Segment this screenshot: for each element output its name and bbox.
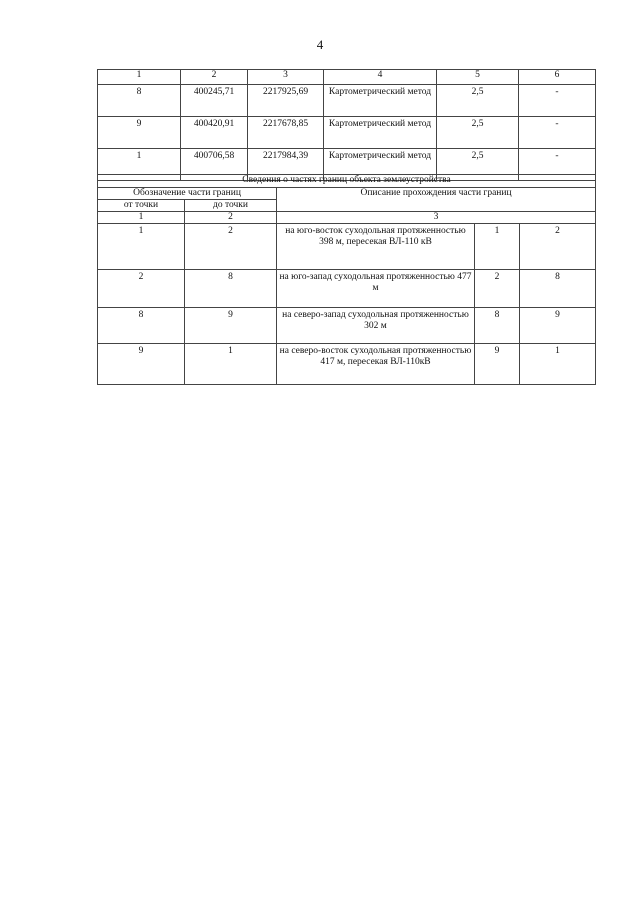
coordinate-y: 2217984,39 bbox=[248, 149, 324, 181]
table-row bbox=[98, 308, 596, 344]
to-point: 2 bbox=[185, 224, 277, 270]
coordinates-table bbox=[97, 69, 596, 181]
group-header-description: Описание прохождения части границ bbox=[277, 188, 596, 212]
method: Картометрический метод bbox=[324, 149, 437, 181]
coordinate-x: 400245,71 bbox=[181, 85, 248, 117]
coordinate-y: 2217678,85 bbox=[248, 117, 324, 149]
sub-header-from: от точки bbox=[98, 200, 185, 212]
group-header-row bbox=[98, 188, 596, 200]
table-row bbox=[98, 270, 596, 308]
segment-start: 1 bbox=[475, 224, 520, 270]
section-title: Сведения о частях границ объекта землеустройства bbox=[98, 175, 596, 188]
coordinate-x: 400706,58 bbox=[181, 149, 248, 181]
segment-end: 1 bbox=[520, 344, 596, 385]
column-number: 4 bbox=[324, 70, 437, 85]
segment-description: на северо-восток суходольная протяженностью 417 м, пересекая ВЛ-110кВ bbox=[277, 344, 475, 385]
to-point: 1 bbox=[185, 344, 277, 385]
border-parts-table bbox=[97, 174, 596, 385]
table-row bbox=[98, 344, 596, 385]
accuracy: 2,5 bbox=[437, 117, 519, 149]
table-row bbox=[98, 85, 596, 117]
extra-value: - bbox=[519, 117, 596, 149]
column-number: 5 bbox=[437, 70, 519, 85]
segment-description: на северо-запад суходольная протяженностью 302 м bbox=[277, 308, 475, 344]
method: Картометрический метод bbox=[324, 117, 437, 149]
group-header-designation: Обозначение части границ bbox=[98, 188, 277, 200]
column-number: 2 bbox=[181, 70, 248, 85]
segment-start: 9 bbox=[475, 344, 520, 385]
column-number: 1 bbox=[98, 212, 185, 224]
column-number-row bbox=[98, 212, 596, 224]
segment-description: на юго-запад суходольная протяженностью 477 м bbox=[277, 270, 475, 308]
segment-end: 2 bbox=[520, 224, 596, 270]
from-point: 9 bbox=[98, 344, 185, 385]
from-point: 2 bbox=[98, 270, 185, 308]
extra-value: - bbox=[519, 149, 596, 181]
to-point: 9 bbox=[185, 308, 277, 344]
point-number: 8 bbox=[98, 85, 181, 117]
segment-description: на юго-восток суходольная протяженностью 398 м, пересекая ВЛ-110 кВ bbox=[277, 224, 475, 270]
sub-header-to: до точки bbox=[185, 200, 277, 212]
column-number: 3 bbox=[248, 70, 324, 85]
column-number: 3 bbox=[277, 212, 596, 224]
accuracy: 2,5 bbox=[437, 85, 519, 117]
table-row bbox=[98, 117, 596, 149]
from-point: 1 bbox=[98, 224, 185, 270]
segment-start: 8 bbox=[475, 308, 520, 344]
table-row bbox=[98, 224, 596, 270]
column-number: 2 bbox=[185, 212, 277, 224]
point-number: 9 bbox=[98, 117, 181, 149]
coordinate-y: 2217925,69 bbox=[248, 85, 324, 117]
from-point: 8 bbox=[98, 308, 185, 344]
column-number: 6 bbox=[519, 70, 596, 85]
to-point: 8 bbox=[185, 270, 277, 308]
coordinates-header-row bbox=[98, 70, 596, 85]
column-number: 1 bbox=[98, 70, 181, 85]
point-number: 1 bbox=[98, 149, 181, 181]
segment-start: 2 bbox=[475, 270, 520, 308]
method: Картометрический метод bbox=[324, 85, 437, 117]
segment-end: 8 bbox=[520, 270, 596, 308]
extra-value: - bbox=[519, 85, 596, 117]
page-number: 4 bbox=[316, 37, 324, 52]
segment-end: 9 bbox=[520, 308, 596, 344]
section-title-row bbox=[98, 175, 596, 188]
coordinate-x: 400420,91 bbox=[181, 117, 248, 149]
accuracy: 2,5 bbox=[437, 149, 519, 181]
